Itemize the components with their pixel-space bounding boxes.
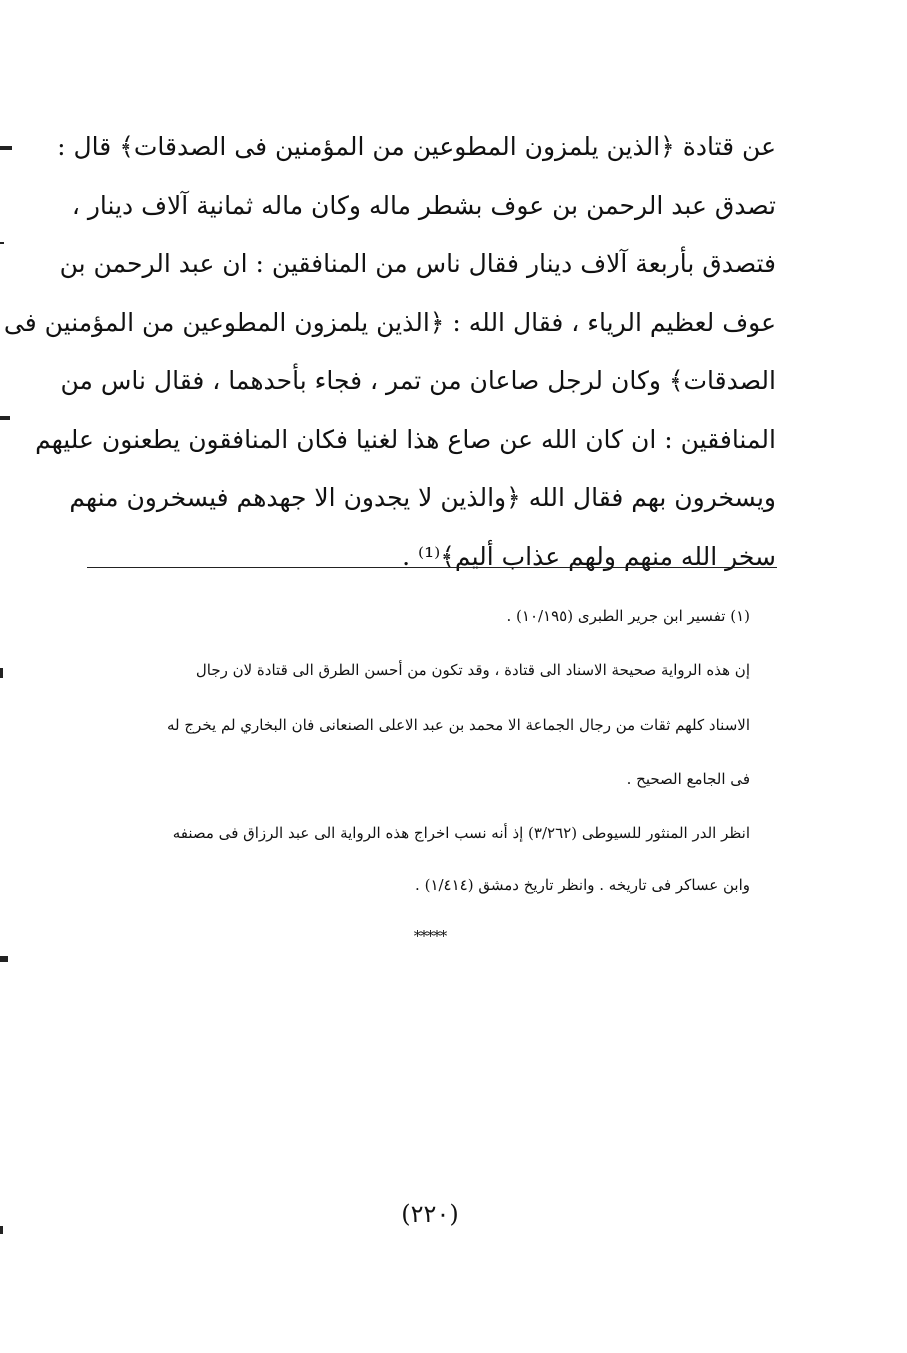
body-line: تصدق عبد الرحمن بن عوف بشطر ماله وكان ماله ثمانية آلاف دينار ، (71, 190, 776, 220)
footnote-line: انظر الدر المنثور للسيوطى (٣/٢٦٢) إذ أنه نسب اخراج هذه الرواية الى عبد الرزاق فى مصنفه (172, 824, 750, 842)
body-line: عوف لعظيم الرياء ، فقال الله : ﴿الذين يلمزون المطوعين من المؤمنين فى (3, 307, 776, 337)
footnote-line: إن هذه الرواية صحيحة الاسناد الى قتادة ، وقد تكون من أحسن الطرق الى قتادة لان رجال (195, 661, 750, 679)
scan-margin-mark (0, 956, 8, 962)
body-line: الصدقات﴾ وكان لرجل صاعان من تمر ، فجاء بأحدهما ، فقال ناس من (60, 366, 776, 395)
scan-margin-mark (0, 146, 12, 150)
body-line: المنافقين : ان كان الله عن صاع هذا لغنيا فكان المنافقون يطعنون عليهم (35, 424, 776, 454)
main-text-block (3, 118, 776, 586)
body-line: فتصدق بأربعة آلاف دينار فقال ناس من المنافقين : ان عبد الرحمن بن (59, 249, 776, 278)
body-line: عن قتادة ﴿الذين يلمزون المطوعين من المؤمنين فى الصدقات﴾ قال : (57, 132, 776, 161)
page-number: (٢٢٠) (401, 1200, 459, 1228)
scan-margin-mark (0, 1226, 3, 1234)
section-separator-stars: ***** (413, 927, 447, 945)
body-line: سخر الله منهم ولهم عذاب أليم﴾⁽¹⁾ . (402, 541, 776, 571)
footnote-line: فى الجامع الصحيح . (626, 770, 750, 788)
body-line: ويسخرون بهم فقال الله ﴿والذين لا يجدون الا جهدهم فيسخرون منهم (69, 483, 776, 512)
footnote-line: (١) تفسير ابن جرير الطبرى (١٠/١٩٥) . (506, 607, 750, 625)
footnote-separator-rule (87, 567, 777, 568)
scan-margin-mark (0, 242, 4, 244)
footnote-line: الاسناد كلهم ثقات من رجال الجماعة الا محمد بن عبد الاعلى الصنعانى فان البخاري لم يخرج له (167, 716, 750, 734)
scan-margin-mark (0, 668, 3, 678)
scan-margin-mark (0, 416, 10, 420)
footnote-line: وابن عساكر فى تاريخه . وانظر تاريخ دمشق (١/٤١٤) . (415, 876, 750, 894)
